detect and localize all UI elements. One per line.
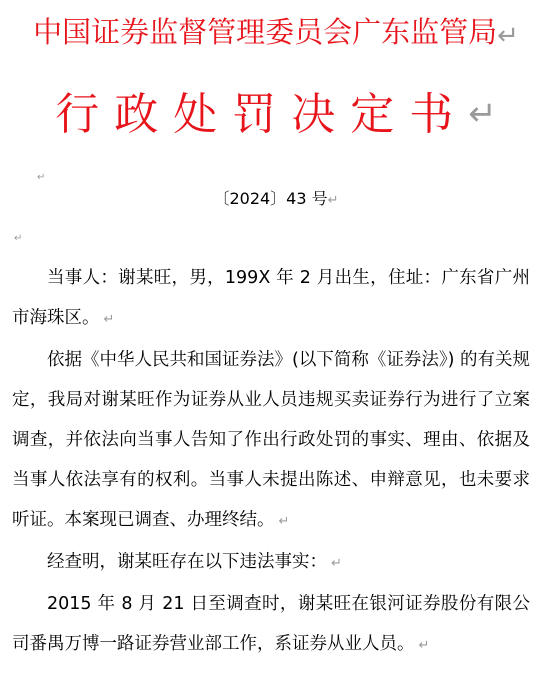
document-number: [0, 188, 552, 212]
paragraph-mark-icon: ↵: [14, 233, 23, 244]
paragraph-mark-icon: ↵: [468, 94, 497, 134]
document-title: [0, 86, 552, 143]
issuing-agency: [0, 14, 552, 54]
paragraph-mark-icon: ↵: [103, 312, 115, 327]
paragraph-mark-icon: ↵: [37, 172, 46, 183]
paragraph-mark-icon: ↵: [278, 514, 290, 529]
paragraph-findings-intro: [12, 542, 530, 584]
agency-name: 中国证券监督管理委员会广东监管局: [33, 15, 498, 49]
paragraph-text: 经查明，谢某旺存在以下违法事实：: [47, 552, 327, 572]
paragraph-mark-icon: ↵: [497, 21, 519, 51]
paragraph-party: [12, 258, 530, 340]
paragraph-text: 依据《中华人民共和国证券法》(以下简称《证券法》) 的有关规定，我局对谢某旺作为证券从业人员违规买卖证券行为进行了立案调查，并依法向当事人告知了作出行政处罚的事实、理由、依据及当事人依法享有的权利。当事人未提出陈述、申辩意见，也未要求听证。本案现已调查、办理终结。: [12, 350, 530, 530]
paragraph-mark-icon: ↵: [331, 556, 342, 571]
paragraph-text: 当事人：谢某旺，男，199X 年 2 月出生，住址：广东省广州市海珠区。: [12, 268, 530, 328]
paragraph-mark-icon: ↵: [418, 638, 430, 653]
paragraph-basis: [12, 340, 530, 542]
document-body: [12, 258, 530, 666]
paragraph-mark-icon: ↵: [327, 193, 339, 208]
document-title-text: 行政处罚决定书: [55, 89, 469, 140]
paragraph-employment-fact: [12, 584, 530, 666]
paragraph-text: 2015 年 8 月 21 日至调查时，谢某旺在银河证券股份有限公司番禺万博一路证券营业部工作，系证券从业人员。: [12, 594, 530, 654]
document-number-text: 〔2024〕43 号: [213, 189, 328, 208]
